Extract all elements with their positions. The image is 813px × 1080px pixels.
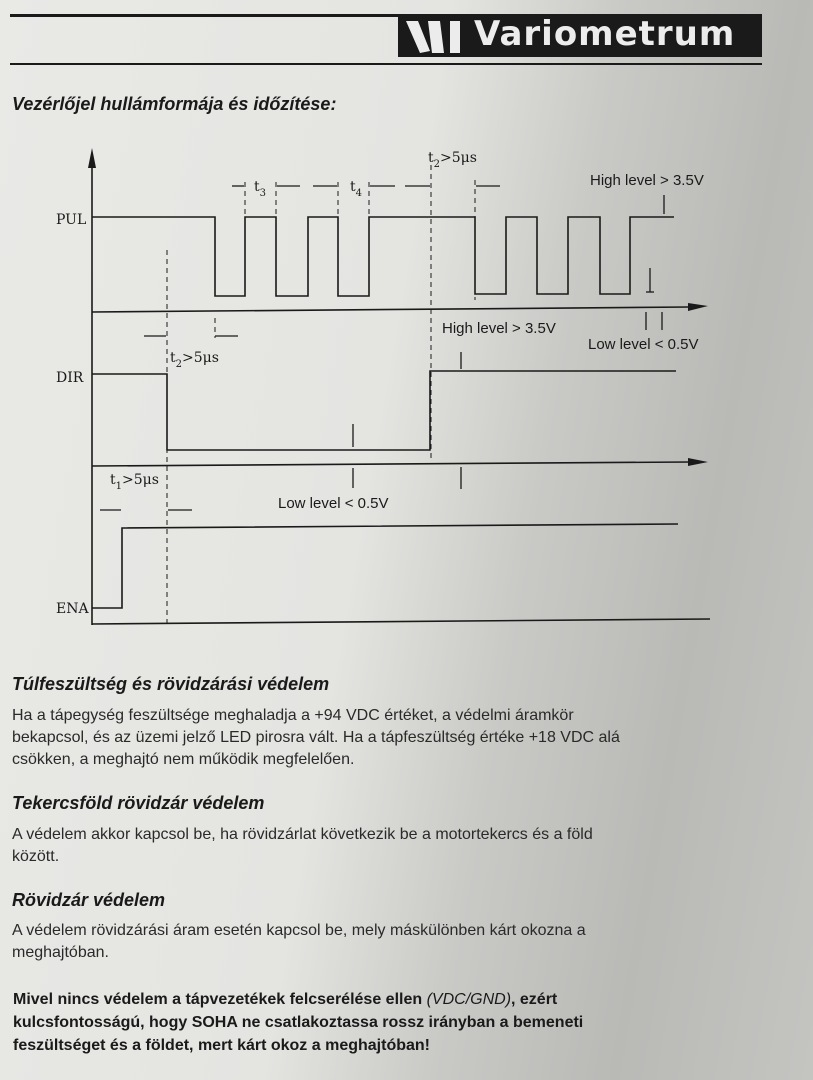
t2-dir-label: $t_2>5\mu s$	[170, 350, 219, 370]
axis-arrow	[88, 148, 96, 168]
t1-ena-label: $t_1>5\mu s$	[110, 472, 159, 492]
t3-label: $t_3$	[254, 179, 267, 199]
pul-low-level-label: Low level < 0.5V	[588, 336, 699, 353]
diagram-title: Vezérlőjel hullámformája és időzítése:	[12, 94, 337, 114]
section-overvoltage-text: Ha a tápegység feszültsége meghaladja a +94 VDC értéket, a védelmi áramkör bekapcsol, és az üzemi jelző LED pirosra vált. Ha a tápfeszültség értéke +18 VDC alá csökken, a meghajtó nem működik megfelelően.	[12, 707, 620, 768]
ena-label: ENA	[56, 601, 89, 617]
pul-baseline	[92, 307, 690, 312]
dir-label: DIR	[56, 370, 84, 386]
t2-top-label: $t_2>5\mu s$	[428, 150, 477, 170]
dir-baseline	[92, 462, 690, 466]
pul-waveform	[92, 217, 674, 296]
dir-low-level-label: Low level < 0.5V	[278, 495, 389, 512]
t4-label: $t_4$	[350, 179, 363, 199]
pul-label: PUL	[56, 212, 87, 228]
ena-waveform	[92, 524, 678, 608]
section-short-circuit-text: A védelem rövidzárási áram esetén kapcsol be, mely máskülönben kárt okozna a meghajtóban.	[12, 922, 586, 961]
polarity-warning: Mivel nincs védelem a tápvezetékek felcserélése ellen (VDC/GND), ezért kulcsfontosságú, hogy SOHA ne csatlakoztassa rossz irányban a bemeneti feszültséget és a földet, mert kárt okoz a meghajtóban!	[13, 991, 584, 1054]
logo-text: Variometrum	[474, 14, 736, 54]
section-short-circuit-title: Rövidzár védelem	[12, 890, 166, 910]
ena-baseline	[92, 619, 710, 624]
section-coil-ground-text: A védelem akkor kapcsol be, ha rövidzárlat következik be a motortekercs és a föld között.	[12, 826, 593, 865]
dir-waveform	[92, 371, 676, 450]
section-overvoltage-title: Túlfeszültség és rövidzárási védelem	[12, 674, 330, 694]
dir-high-level-label: High level > 3.5V	[442, 320, 556, 337]
section-coil-ground-title: Tekercsföld rövidzár védelem	[12, 793, 265, 813]
pul-high-level-label: High level > 3.5V	[590, 172, 704, 189]
